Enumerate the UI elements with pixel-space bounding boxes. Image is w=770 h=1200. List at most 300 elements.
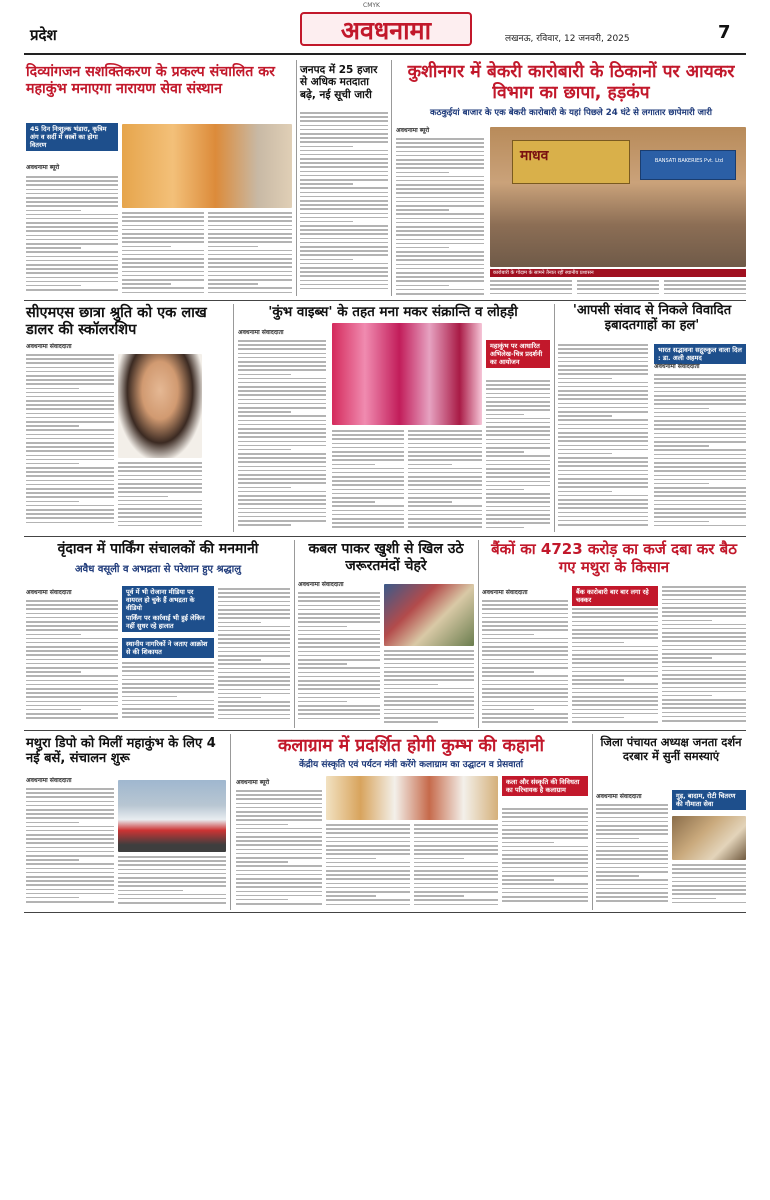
body-text-line bbox=[654, 479, 746, 481]
body-text-line bbox=[118, 504, 202, 506]
body-text-line bbox=[118, 902, 226, 904]
body-text-line bbox=[572, 608, 658, 610]
story3-body-col2 bbox=[490, 280, 572, 298]
body-text-line bbox=[596, 896, 668, 898]
story4-photo bbox=[118, 354, 202, 458]
body-text-line bbox=[238, 378, 326, 380]
body-text-line bbox=[654, 454, 746, 456]
body-text-line bbox=[396, 285, 449, 287]
body-text-line bbox=[414, 866, 498, 868]
body-text-line bbox=[558, 424, 648, 426]
body-text-line bbox=[662, 695, 712, 697]
body-text-line bbox=[26, 696, 118, 698]
body-text-line bbox=[396, 264, 484, 266]
body-text-line bbox=[486, 388, 550, 390]
body-text-line bbox=[238, 495, 326, 497]
body-text-line bbox=[300, 280, 388, 282]
body-text-line bbox=[396, 218, 484, 220]
body-text-line bbox=[672, 902, 746, 904]
story6-byline: अवधनामा संवाददाता bbox=[654, 363, 700, 370]
body-text-line bbox=[414, 858, 464, 860]
body-text-line bbox=[596, 850, 668, 852]
body-text-line bbox=[662, 599, 746, 601]
body-text-line bbox=[654, 412, 746, 414]
body-text-line bbox=[238, 487, 291, 489]
body-text-line bbox=[300, 263, 388, 265]
body-text-line bbox=[218, 617, 290, 619]
body-text-line bbox=[572, 692, 658, 694]
body-text-line bbox=[662, 674, 746, 676]
body-text-line bbox=[298, 688, 380, 690]
body-text-line bbox=[384, 717, 474, 719]
body-text-line bbox=[654, 500, 746, 502]
col-rule-8 bbox=[592, 734, 593, 910]
body-text-line bbox=[26, 264, 118, 266]
body-text-line bbox=[26, 230, 118, 232]
body-text-line bbox=[486, 468, 550, 470]
body-text-line bbox=[654, 395, 746, 397]
body-text-line bbox=[122, 262, 204, 264]
body-text-line bbox=[236, 886, 322, 888]
body-text-line bbox=[238, 399, 326, 401]
body-text-line bbox=[26, 654, 118, 656]
story9-body-col1 bbox=[482, 600, 568, 726]
body-text-line bbox=[486, 518, 550, 520]
body-text-line bbox=[662, 620, 712, 622]
body-text-line bbox=[208, 254, 292, 256]
body-text-line bbox=[300, 162, 388, 164]
body-text-line bbox=[26, 884, 114, 886]
body-text-line bbox=[218, 651, 290, 653]
body-text-line bbox=[572, 621, 658, 623]
body-text-line bbox=[664, 284, 746, 286]
body-text-line bbox=[672, 881, 746, 883]
body-text-line bbox=[654, 466, 746, 468]
body-text-line bbox=[558, 453, 612, 455]
story11-body-col1 bbox=[236, 790, 322, 908]
body-text-line bbox=[26, 621, 118, 623]
body-text-line bbox=[326, 870, 410, 872]
body-text-line bbox=[502, 896, 588, 898]
body-text-line bbox=[596, 867, 668, 869]
body-text-line bbox=[396, 138, 484, 140]
body-text-line bbox=[486, 485, 550, 487]
body-text-line bbox=[572, 616, 658, 618]
body-text-line bbox=[662, 615, 746, 617]
body-text-line bbox=[118, 885, 226, 887]
body-text-line bbox=[558, 440, 648, 442]
body-text-line bbox=[662, 607, 746, 609]
body-text-line bbox=[122, 716, 214, 718]
body-text-line bbox=[572, 713, 658, 715]
story6-body-col1 bbox=[558, 344, 648, 532]
body-text-line bbox=[208, 216, 292, 218]
body-text-line bbox=[26, 226, 118, 228]
body-text-line bbox=[572, 642, 624, 644]
body-text-line bbox=[662, 699, 746, 701]
body-text-line bbox=[414, 862, 498, 864]
body-text-line bbox=[414, 841, 498, 843]
body-text-line bbox=[502, 854, 588, 856]
body-text-line bbox=[572, 629, 658, 631]
body-text-line bbox=[414, 895, 464, 897]
body-text-line bbox=[300, 175, 388, 177]
body-text-line bbox=[26, 180, 118, 182]
body-text-line bbox=[26, 413, 114, 415]
body-text-line bbox=[654, 521, 709, 523]
body-text-line bbox=[218, 676, 290, 678]
body-text-line bbox=[122, 220, 204, 222]
body-text-line bbox=[26, 421, 114, 423]
body-text-line bbox=[482, 713, 568, 715]
body-text-line bbox=[26, 480, 114, 482]
body-text-line bbox=[332, 497, 404, 499]
body-text-line bbox=[26, 251, 118, 253]
body-text-line bbox=[300, 120, 388, 122]
body-text-line bbox=[238, 420, 326, 422]
body-text-line bbox=[298, 693, 380, 695]
story5-body-col4 bbox=[486, 380, 550, 532]
body-text-line bbox=[408, 468, 482, 470]
body-text-line bbox=[118, 877, 226, 879]
body-text-line bbox=[577, 293, 659, 295]
body-text-line bbox=[654, 475, 746, 477]
body-text-line bbox=[118, 475, 202, 477]
body-text-line bbox=[558, 407, 648, 409]
body-text-line bbox=[26, 813, 114, 815]
body-text-line bbox=[26, 484, 114, 486]
body-text-line bbox=[26, 834, 114, 836]
body-text-line bbox=[482, 617, 568, 619]
body-text-line bbox=[332, 505, 404, 507]
body-text-line bbox=[486, 476, 550, 478]
body-text-line bbox=[26, 847, 114, 849]
story4-body-col2 bbox=[118, 462, 202, 530]
body-text-line bbox=[654, 433, 746, 435]
body-text-line bbox=[298, 646, 380, 648]
story11-body-col4 bbox=[502, 808, 588, 908]
body-text-line bbox=[118, 864, 226, 866]
body-text-line bbox=[662, 678, 746, 680]
body-text-line bbox=[596, 817, 668, 819]
body-text-line bbox=[218, 601, 290, 603]
story10-body-col1 bbox=[26, 788, 114, 908]
body-text-line bbox=[236, 798, 322, 800]
bottom-rule bbox=[24, 912, 746, 913]
body-text-line bbox=[502, 879, 554, 881]
body-text-line bbox=[558, 432, 648, 434]
body-text-line bbox=[300, 187, 388, 189]
story5-body-col1 bbox=[238, 340, 326, 532]
body-text-line bbox=[482, 625, 568, 627]
story3-body-col4 bbox=[664, 280, 746, 298]
body-text-line bbox=[208, 292, 292, 294]
body-text-line bbox=[26, 809, 114, 811]
story3-headline: कुशीनगर में बेकरी कारोबारी के ठिकानों पर आयकर विभाग का छापा, हड़कंप bbox=[407, 62, 735, 103]
body-text-line bbox=[26, 193, 118, 195]
story7-callout2 bbox=[122, 612, 214, 632]
body-text-line bbox=[482, 675, 568, 677]
row-rule-3 bbox=[24, 730, 746, 731]
body-text-line bbox=[396, 293, 484, 295]
body-text-line bbox=[26, 260, 118, 262]
body-text-line bbox=[502, 883, 588, 885]
body-text-line bbox=[662, 666, 746, 668]
body-text-line bbox=[662, 712, 746, 714]
body-text-line bbox=[408, 510, 482, 512]
body-text-line bbox=[408, 476, 482, 478]
body-text-line bbox=[662, 590, 746, 592]
body-text-line bbox=[482, 705, 568, 707]
body-text-line bbox=[26, 496, 114, 498]
body-text-line bbox=[118, 512, 202, 514]
body-text-line bbox=[672, 885, 746, 887]
body-text-line bbox=[486, 493, 550, 495]
body-text-line bbox=[332, 443, 404, 445]
body-text-line bbox=[414, 883, 498, 885]
body-text-line bbox=[298, 680, 380, 682]
story7-callout1-text: पूर्व में भी रोजाना मीडिया पर वायरल हो चुके हैं अभद्रता के वीडियो bbox=[126, 588, 195, 613]
body-text-line bbox=[486, 422, 550, 424]
body-text-line bbox=[238, 457, 326, 459]
body-text-line bbox=[298, 613, 380, 615]
body-text-line bbox=[122, 216, 204, 218]
body-text-line bbox=[486, 409, 550, 411]
body-text-line bbox=[26, 509, 114, 511]
body-text-line bbox=[122, 271, 204, 273]
body-text-line bbox=[300, 229, 388, 231]
body-text-line bbox=[486, 405, 550, 407]
body-text-line bbox=[26, 446, 114, 448]
body-text-line bbox=[26, 859, 79, 861]
body-text-line bbox=[26, 868, 114, 870]
body-text-line bbox=[118, 521, 202, 523]
body-text-line bbox=[218, 630, 290, 632]
body-text-line bbox=[408, 484, 482, 486]
story11-callout-text: कला और संस्कृति की विविधता का परिचायक है कलाग्राम bbox=[506, 778, 580, 795]
body-text-line bbox=[384, 700, 474, 702]
body-text-line bbox=[502, 900, 588, 902]
body-text-line bbox=[218, 613, 290, 615]
body-text-line bbox=[396, 176, 484, 178]
body-text-line bbox=[490, 280, 572, 282]
body-text-line bbox=[218, 663, 290, 665]
body-text-line bbox=[236, 849, 322, 851]
body-text-line bbox=[218, 701, 290, 703]
body-text-line bbox=[396, 272, 484, 274]
body-text-line bbox=[654, 504, 746, 506]
story7-body-col3 bbox=[218, 588, 290, 724]
body-text-line bbox=[558, 486, 648, 488]
body-text-line bbox=[238, 348, 326, 350]
body-text-line bbox=[572, 679, 624, 681]
body-text-line bbox=[572, 633, 658, 635]
body-text-line bbox=[118, 516, 202, 518]
body-text-line bbox=[596, 854, 668, 856]
body-text-line bbox=[236, 895, 322, 897]
body-text-line bbox=[26, 501, 79, 503]
body-text-line bbox=[122, 237, 204, 239]
body-text-line bbox=[486, 497, 550, 499]
body-text-line bbox=[300, 213, 388, 215]
body-text-line bbox=[326, 904, 410, 906]
body-text-line bbox=[236, 836, 322, 838]
body-text-line bbox=[502, 821, 588, 823]
body-text-line bbox=[486, 380, 550, 382]
body-text-line bbox=[654, 374, 746, 376]
body-text-line bbox=[238, 520, 326, 522]
body-text-line bbox=[238, 524, 291, 526]
body-text-line bbox=[26, 197, 118, 199]
body-text-line bbox=[396, 172, 449, 174]
body-text-line bbox=[662, 653, 746, 655]
body-text-line bbox=[654, 441, 746, 443]
body-text-line bbox=[238, 403, 326, 405]
story7-body-col2 bbox=[122, 662, 214, 724]
body-text-line bbox=[118, 462, 202, 464]
body-text-line bbox=[384, 658, 474, 660]
body-text-line bbox=[408, 514, 482, 516]
body-text-line bbox=[26, 379, 114, 381]
body-text-line bbox=[118, 525, 202, 527]
body-text-line bbox=[654, 420, 746, 422]
body-text-line bbox=[26, 205, 118, 207]
body-text-line bbox=[26, 450, 114, 452]
story1-photo bbox=[122, 124, 292, 208]
body-text-line bbox=[122, 275, 204, 277]
body-text-line bbox=[572, 654, 658, 656]
body-text-line bbox=[208, 241, 292, 243]
body-text-line bbox=[396, 151, 484, 153]
body-text-line bbox=[502, 837, 588, 839]
body-text-line bbox=[596, 833, 668, 835]
body-text-line bbox=[558, 465, 648, 467]
body-text-line bbox=[26, 210, 81, 212]
body-text-line bbox=[326, 862, 410, 864]
body-text-line bbox=[26, 705, 118, 707]
body-text-line bbox=[298, 638, 380, 640]
body-text-line bbox=[26, 176, 118, 178]
body-text-line bbox=[408, 497, 482, 499]
body-text-line bbox=[218, 596, 290, 598]
body-text-line bbox=[672, 898, 716, 900]
body-text-line bbox=[26, 362, 114, 364]
body-text-line bbox=[208, 279, 292, 281]
body-text-line bbox=[122, 696, 177, 698]
body-text-line bbox=[662, 716, 746, 718]
body-text-line bbox=[396, 205, 484, 207]
body-text-line bbox=[300, 146, 353, 148]
body-text-line bbox=[414, 828, 498, 830]
body-text-line bbox=[218, 605, 290, 607]
body-text-line bbox=[596, 821, 668, 823]
body-text-line bbox=[26, 659, 118, 661]
body-text-line bbox=[300, 112, 388, 114]
body-text-line bbox=[26, 281, 118, 283]
body-text-line bbox=[482, 671, 534, 673]
story10-body-col2 bbox=[118, 856, 226, 908]
body-text-line bbox=[502, 858, 588, 860]
body-text-line bbox=[654, 495, 746, 497]
body-text-line bbox=[414, 891, 498, 893]
body-text-line bbox=[486, 464, 550, 466]
body-text-line bbox=[26, 667, 118, 669]
body-text-line bbox=[662, 687, 746, 689]
story5-body-col2 bbox=[332, 430, 404, 532]
story7-headline: वृंदावन में पार्किंग संचालकों की मनमानी bbox=[57, 541, 259, 557]
story4-body-col3 bbox=[204, 354, 232, 355]
body-text-line bbox=[572, 709, 658, 711]
body-text-line bbox=[572, 646, 658, 648]
body-text-line bbox=[396, 276, 484, 278]
story7-callout3-text: स्थानीय नागरिकों ने जताए आक्रोश से की शिकायत bbox=[126, 640, 208, 657]
body-text-line bbox=[298, 705, 380, 707]
body-text-line bbox=[384, 650, 474, 652]
story8-photo bbox=[384, 584, 474, 646]
body-text-line bbox=[662, 640, 746, 642]
body-text-line bbox=[26, 792, 114, 794]
body-text-line bbox=[482, 721, 568, 723]
col-rule-6 bbox=[478, 540, 479, 728]
body-text-line bbox=[122, 287, 204, 289]
masthead-rule bbox=[24, 53, 746, 55]
body-text-line bbox=[482, 692, 568, 694]
body-text-line bbox=[558, 507, 648, 509]
body-text-line bbox=[558, 495, 648, 497]
body-text-line bbox=[396, 201, 484, 203]
body-text-line bbox=[298, 605, 380, 607]
body-text-line bbox=[122, 241, 204, 243]
body-text-line bbox=[672, 872, 746, 874]
body-text-line bbox=[577, 284, 659, 286]
body-text-line bbox=[26, 400, 114, 402]
body-text-line bbox=[558, 436, 648, 438]
body-text-line bbox=[118, 860, 226, 862]
body-text-line bbox=[122, 683, 214, 685]
body-text-line bbox=[596, 863, 668, 865]
body-text-line bbox=[596, 879, 668, 881]
body-text-line bbox=[26, 488, 114, 490]
body-text-line bbox=[122, 708, 214, 710]
body-text-line bbox=[662, 611, 746, 613]
body-text-line bbox=[26, 897, 79, 899]
body-text-line bbox=[298, 659, 380, 661]
body-text-line bbox=[482, 709, 534, 711]
body-text-line bbox=[572, 667, 658, 669]
story11-byline: अवधनामा ब्यूरो bbox=[236, 779, 270, 786]
body-text-line bbox=[408, 505, 482, 507]
body-text-line bbox=[326, 895, 376, 897]
story3-sign-text: माधव bbox=[520, 148, 549, 164]
body-text-line bbox=[482, 642, 568, 644]
body-text-line bbox=[486, 418, 550, 420]
body-text-line bbox=[486, 447, 550, 449]
body-text-line bbox=[408, 464, 452, 466]
body-text-line bbox=[662, 594, 746, 596]
story3-subhead: कठकुईयां बाजार के एक बेकरी कारोबारी के यहां पिछले 24 घंटे से लगातार छापेमारी जारी bbox=[429, 108, 713, 118]
body-text-line bbox=[332, 526, 404, 528]
body-text-line bbox=[26, 277, 118, 279]
body-text-line bbox=[396, 184, 484, 186]
body-text-line bbox=[662, 707, 746, 709]
body-text-line bbox=[236, 891, 322, 893]
body-text-line bbox=[558, 491, 612, 493]
body-text-line bbox=[384, 688, 474, 690]
body-text-line bbox=[654, 428, 746, 430]
body-text-line bbox=[238, 428, 326, 430]
body-text-line bbox=[486, 439, 550, 441]
body-text-line bbox=[300, 225, 388, 227]
